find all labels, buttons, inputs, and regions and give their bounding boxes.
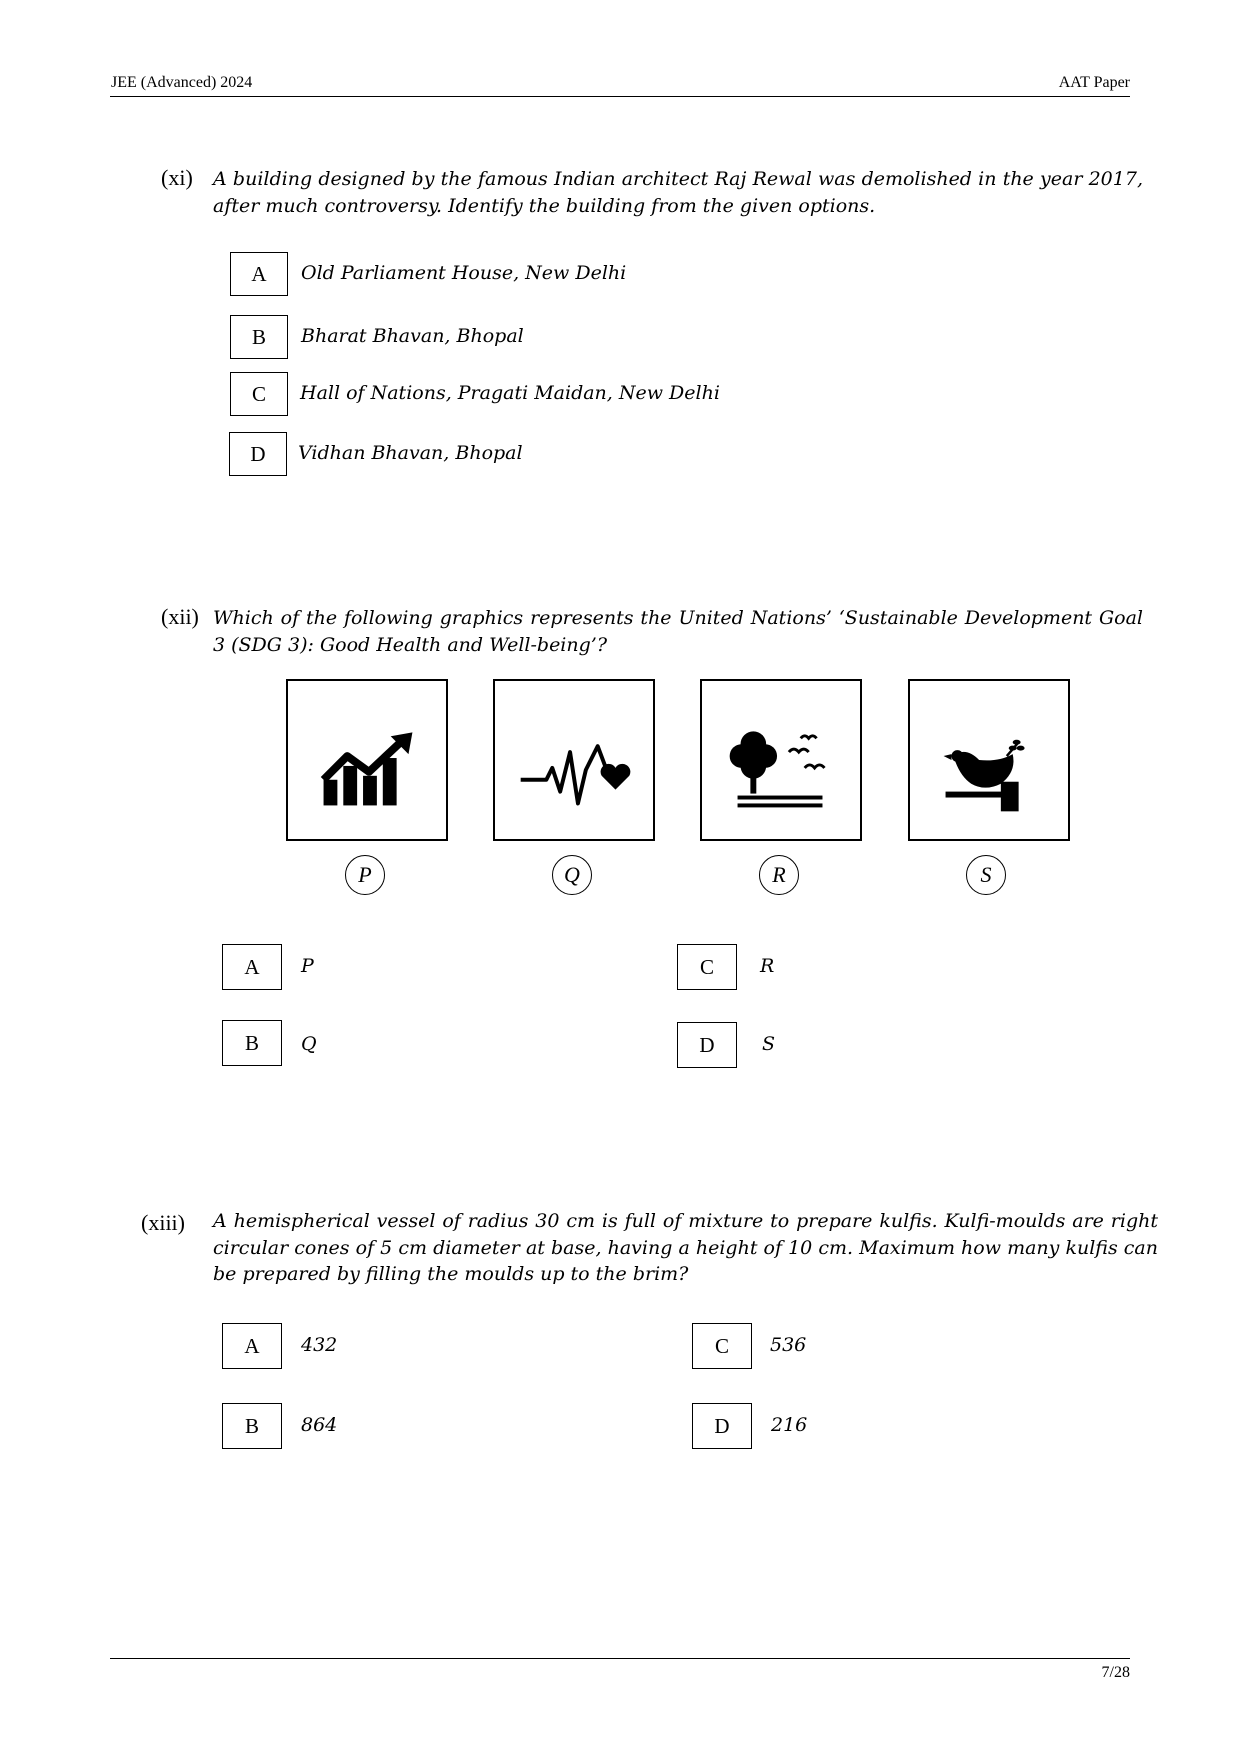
option-box-a[interactable]: A <box>230 252 288 296</box>
option-text-b: 864 <box>301 1414 338 1436</box>
option-text-c: 536 <box>770 1334 807 1356</box>
dove-gavel-icon <box>910 681 1068 839</box>
figure-p <box>286 679 448 841</box>
paper-name: AAT Paper <box>1058 74 1130 91</box>
option-box-a[interactable]: A <box>222 1323 282 1369</box>
heartbeat-heart-icon <box>495 681 653 839</box>
figure-label-r: R <box>759 855 799 895</box>
figure-label-p: P <box>345 855 385 895</box>
header-rule <box>110 96 1130 97</box>
option-box-a[interactable]: A <box>222 944 282 990</box>
footer-rule <box>110 1658 1130 1659</box>
option-text-d: 216 <box>771 1414 808 1436</box>
option-box-b[interactable]: B <box>222 1020 282 1066</box>
figure-s <box>908 679 1070 841</box>
option-text-a: P <box>301 955 314 977</box>
question-text-xiii: A hemispherical vessel of radius 30 cm is full of mixture to prepare kulfis. Kulfi-moulds are right circular cones of 5 cm diameter at base, having a height of 10 cm. Maximum how many kulfis can be prepared by filling the moulds up to the brim? <box>213 1210 1158 1285</box>
option-box-d[interactable]: D <box>677 1022 737 1068</box>
question-number-xiii: (xiii) <box>141 1210 185 1235</box>
option-text-a: 432 <box>301 1334 338 1356</box>
option-text-c: R <box>760 955 775 977</box>
figure-label-s: S <box>966 855 1006 895</box>
option-box-b[interactable]: B <box>230 315 288 359</box>
option-text-b: Q <box>301 1033 317 1055</box>
option-text-d: Vidhan Bhavan, Bhopal <box>298 442 523 464</box>
question-text-xii: Which of the following graphics represents the United Nations’ ‘Sustainable Development Goal 3 (SDG 3): Good Health and Well-being’? <box>213 607 1143 656</box>
option-box-c[interactable]: C <box>230 372 288 416</box>
tree-birds-icon <box>702 681 860 839</box>
figure-label-q: Q <box>552 855 592 895</box>
page-number: 7/28 <box>1101 1664 1130 1681</box>
question-text-xi: A building designed by the famous Indian architect Raj Rewal was demolished in the year 2017, after much controversy. Identify the building from the given options. <box>213 168 1143 217</box>
figure-q <box>493 679 655 841</box>
option-box-b[interactable]: B <box>222 1403 282 1449</box>
option-text-d: S <box>762 1033 776 1055</box>
option-text-c: Hall of Nations, Pragati Maidan, New Delhi <box>300 382 720 404</box>
figure-r <box>700 679 862 841</box>
option-box-d[interactable]: D <box>692 1403 752 1449</box>
option-text-b: Bharat Bhavan, Bhopal <box>301 325 524 347</box>
question-number-xii: (xii) <box>161 604 199 629</box>
option-box-c[interactable]: C <box>677 944 737 990</box>
option-box-c[interactable]: C <box>692 1323 752 1369</box>
option-text-a: Old Parliament House, New Delhi <box>301 262 627 284</box>
exam-title: JEE (Advanced) 2024 <box>111 74 253 91</box>
question-number-xi: (xi) <box>161 165 193 190</box>
growth-chart-icon <box>288 681 446 839</box>
option-box-d[interactable]: D <box>229 432 287 476</box>
